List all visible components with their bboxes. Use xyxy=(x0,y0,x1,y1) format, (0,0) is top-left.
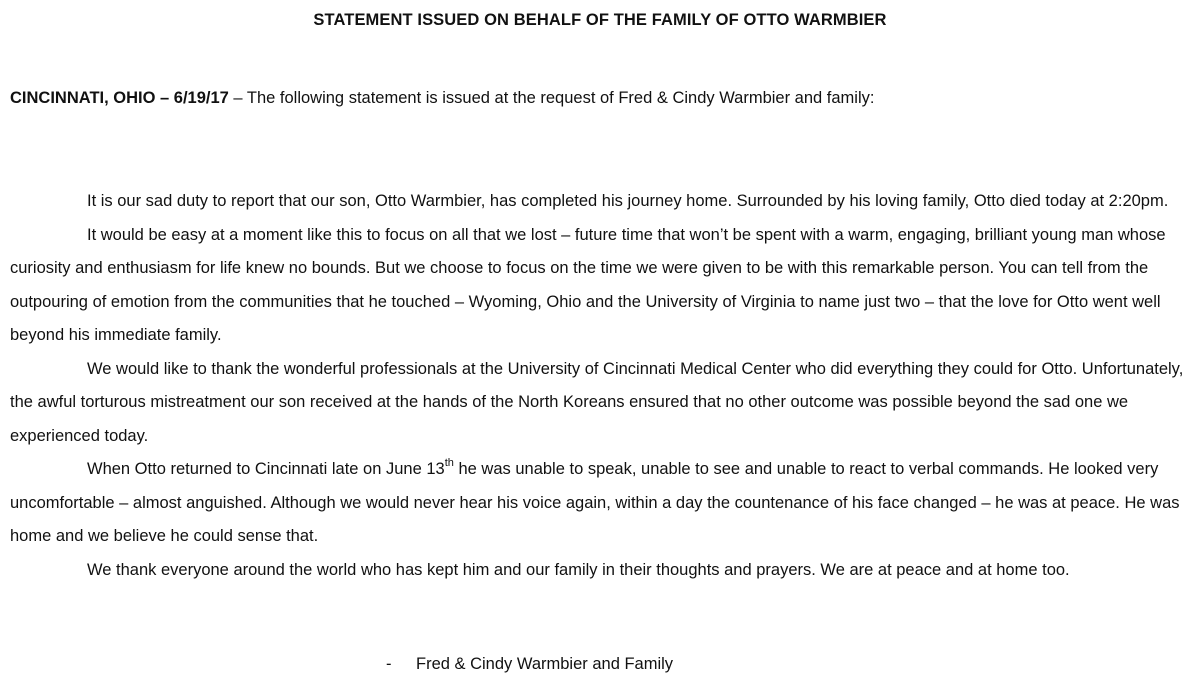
ordinal-suffix: th xyxy=(444,456,454,469)
paragraph-3: We would like to thank the wonderful professionals at the University of Cincinnati Medical Center who did everything they could for Otto. Unfortunately, the awful torturous mistreatment our son received at the hands of the North Koreans ensured that no other outcome was possible beyond the sad one we experienced today. xyxy=(10,359,1184,445)
signature-dash: - xyxy=(386,655,392,673)
paragraph-5: We thank everyone around the world who has kept him and our family in their thoughts and prayers. We are at peace and at home too. xyxy=(87,560,1070,579)
signature-line xyxy=(386,655,673,674)
signature-name: Fred & Cindy Warmbier and Family xyxy=(416,655,674,673)
statement-body xyxy=(10,185,1192,587)
paragraph-2: It would be easy at a moment like this to focus on all that we lost – future time that won’t be spent with a warm, engaging, brilliant young man whose curiosity and enthusiasm for life knew no bounds. But we choose to focus on the time we were given to be with this remarkable person. You can tell from the outpouring of emotion from the communities that he touched – Wyoming, Ohio and the University of Virginia to name just two – that the love for Otto went well beyond his immediate family. xyxy=(10,225,1166,344)
document-title: STATEMENT ISSUED ON BEHALF OF THE FAMILY OF OTTO WARMBIER xyxy=(313,11,887,29)
dateline xyxy=(10,89,874,108)
paragraph-4 xyxy=(10,453,1192,554)
paragraph-1: It is our sad duty to report that our son, Otto Warmbier, has completed his journey home. Surrounded by his loving family, Otto died today at 2:20pm. xyxy=(87,192,1169,210)
dateline-text: – The following statement is issued at the request of Fred & Cindy Warmbier and family: xyxy=(228,89,875,107)
paragraph-4-start: When Otto returned to Cincinnati late on June 13 xyxy=(87,460,445,478)
dateline-location: CINCINNATI, OHIO – 6/19/17 xyxy=(10,89,229,107)
paragraph-4-end: he was unable to speak, unable to see and unable to react to verbal commands. He looked very uncomfortable – almost anguished. Although we would never hear his voice again, within a day the countenance of his face changed – he was at peace. He was home and we believe he could sense that. xyxy=(10,460,1180,545)
